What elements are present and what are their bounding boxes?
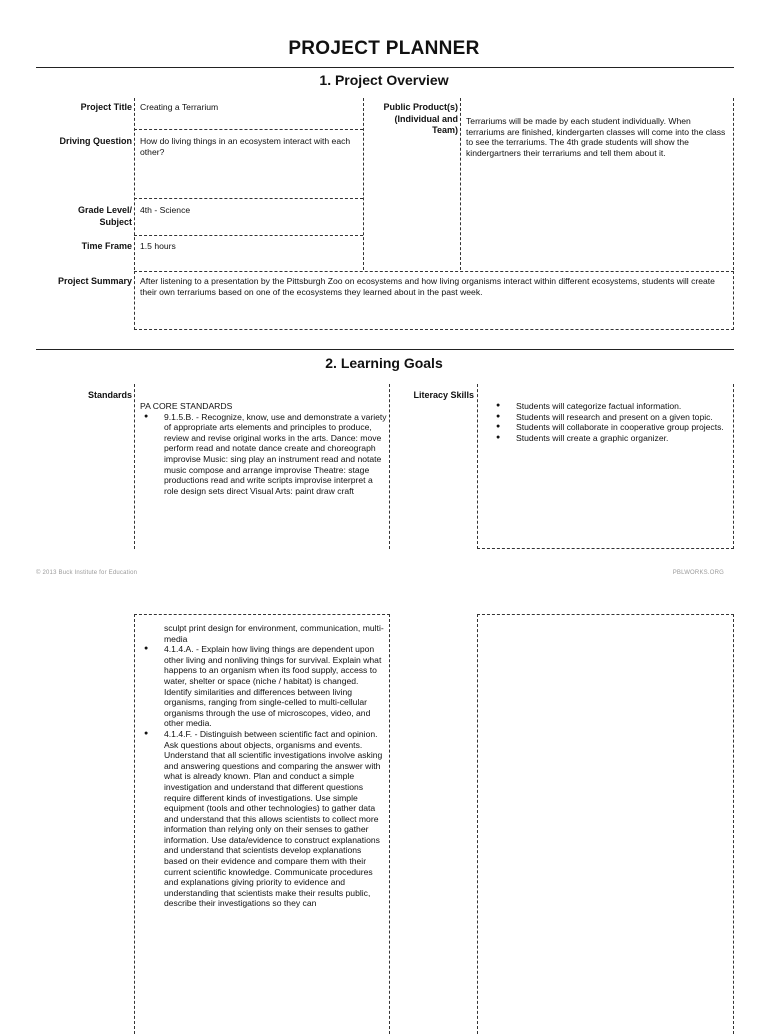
standards-content-continued	[140, 623, 387, 909]
list-item: ● 4.1.4.F. - Distinguish between scientific fact and opinion. Ask questions about objects, organisms and events. Understand that all scientific investigations involve asking and answering questions and comparing the answer with what is already known. Plan and conduct a simple investigation and understand that different questions require different kinds of investigations. Use simple equipment (tools and other technologies) to gather data and understand that this allows scientists to collect more information than relying only on their senses to gather information. Use data/evidence to construct explanations and understand that scientists develop explanations based on their evidence and compare them with their current scientific knowledge. Communicate procedures and explanations giving priority to evidence and understanding that scientists make their results public, describe their investigations so they can	[164, 729, 387, 909]
time-frame-label: Time Frame	[81, 241, 132, 251]
list-item: ● Students will collaborate in cooperative group projects.	[516, 422, 740, 433]
standards-list-continued	[140, 623, 387, 909]
field-divider	[134, 235, 363, 236]
list-item: ● 9.1.5.B. - Recognize, know, use and demonstrate a variety of appropriate arts elements and principles to produce, review and revise original works in the arts. Dance: move perform read and notate dance create and choreograph improvise Music: sing play an instrument read and notate music compose and arrange improvise Theatre: stage productions read and write scripts improvise interpret a role design sets direct Visual Arts: paint draw craft	[164, 412, 387, 497]
standards-heading: PA CORE STANDARDS	[140, 401, 233, 411]
standards-content	[140, 401, 387, 496]
section-heading-overview: 1. Project Overview	[319, 72, 449, 88]
field-divider	[134, 129, 363, 130]
section-heading-learning-goals: 2. Learning Goals	[325, 355, 443, 371]
footer-copyright: © 2013 Buck Institute for Education	[36, 570, 138, 576]
list-item: ● Students will research and present on a given topic.	[516, 412, 740, 423]
list-item: ● 4.1.4.A. - Explain how living things are dependent upon other living and nonliving things for survival. Explain what happens to an organism when its food supply, access to water, shelter or space (niche / habitat) is changed. Identify similarities and differences between living organisms, ranging from single-celled to multi-cellular organisms through the use of microscopes, video, and other media.	[164, 644, 387, 729]
driving-question-label: Driving Question	[59, 136, 132, 146]
list-item: ● Students will create a graphic organizer.	[516, 433, 740, 444]
left-field-border-right	[363, 98, 364, 270]
project-summary-label: Project Summary	[57, 276, 132, 286]
literacy-skills-box[interactable]	[477, 384, 734, 549]
grade-level-field[interactable]: 4th - Science	[140, 205, 191, 215]
section-rule	[36, 349, 734, 350]
public-product-label: Public Product(s) (Individual and Team)	[383, 102, 458, 135]
page-title: PROJECT PLANNER	[288, 38, 480, 59]
time-frame-field[interactable]: 1.5 hours	[140, 241, 176, 251]
project-summary-box[interactable]	[134, 271, 734, 330]
standards-box[interactable]	[134, 384, 390, 549]
literacy-skills-label: Literacy Skills	[413, 390, 474, 400]
left-field-border	[134, 98, 135, 270]
standards-list	[140, 412, 387, 497]
literacy-skills-box-continued[interactable]	[477, 614, 734, 1034]
list-item: ● Students will categorize factual information.	[516, 401, 740, 412]
public-product-field[interactable]: Terrariums will be made by each student individually. When terrariums are finished, kindergarten classes will come into the class to see the terrariums. The 4th grade students will show the kindergartners their terrariums and tell them about it.	[466, 116, 726, 158]
driving-question-field[interactable]: How do living things in an ecosystem interact with each other?	[140, 136, 351, 157]
footer-site: PBLWORKS.ORG	[672, 570, 724, 576]
list-item: sculpt print design for environment, communication, multi-media	[164, 623, 384, 644]
project-title-field[interactable]: Creating a Terrarium	[140, 102, 219, 112]
literacy-skills-list	[494, 401, 740, 443]
grade-level-label: Grade Level/ Subject	[77, 205, 132, 227]
public-field-border	[460, 98, 461, 270]
standards-box-continued[interactable]	[134, 614, 390, 1034]
field-divider	[134, 198, 363, 199]
public-field-border-right	[733, 98, 734, 270]
title-rule	[36, 67, 734, 68]
standards-label: Standards	[87, 390, 132, 400]
project-summary-field: After listening to a presentation by the Pittsburgh Zoo on ecosystems and how living organisms interact within different ecosystems, students will create their own terrariums based on one of the ecosystems they learned about in the past week.	[140, 276, 715, 297]
project-title-label: Project Title	[80, 102, 132, 112]
